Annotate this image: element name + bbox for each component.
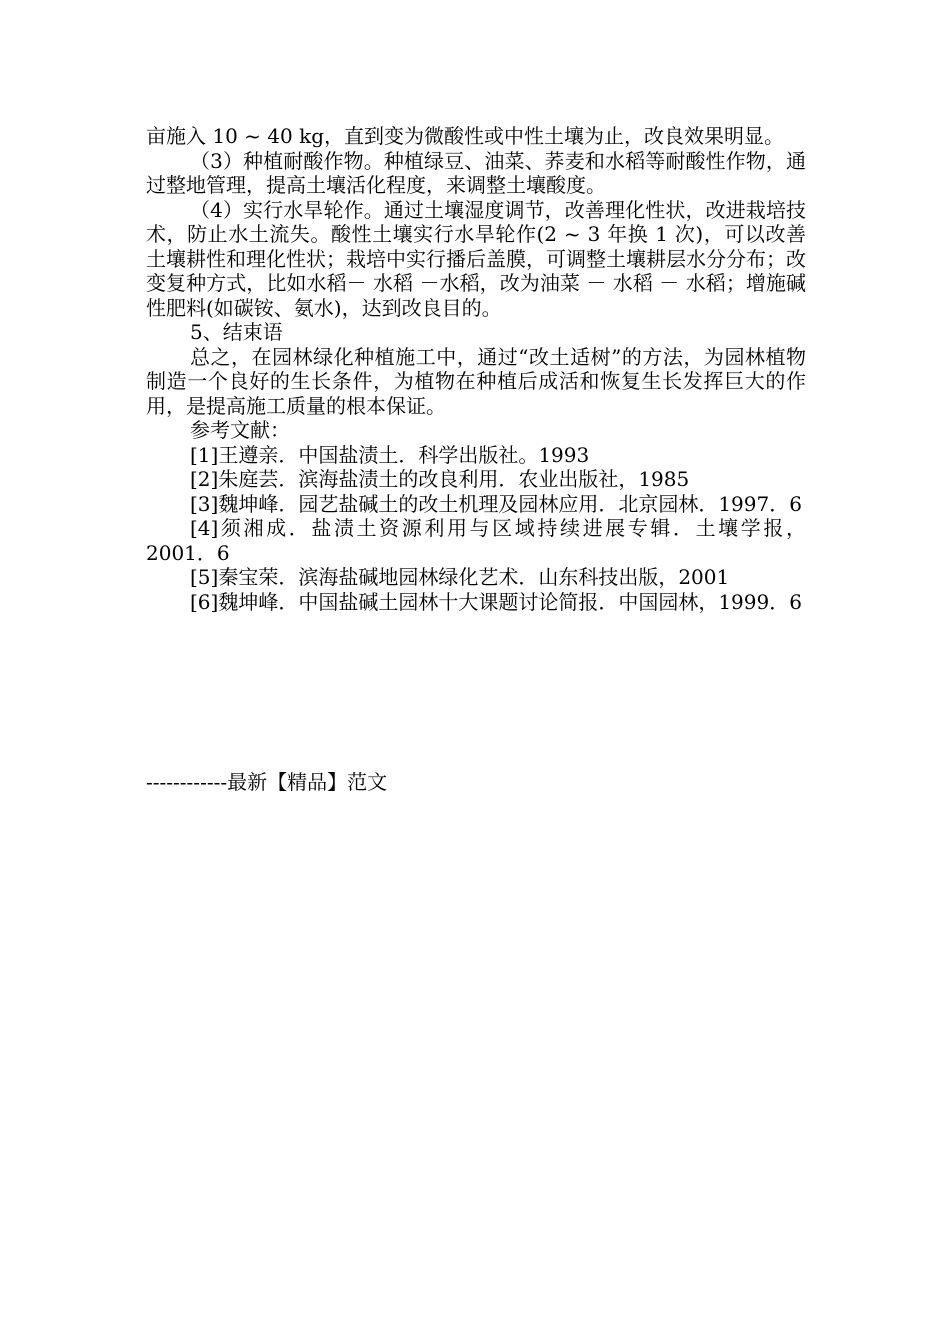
reference-item: [2]朱庭芸．滨海盐渍土的改良利用．农业出版社，1985	[190, 467, 690, 491]
body-paragraph: （3）种植耐酸作物。种植绿豆、油菜、荞麦和水稻等耐酸性作物，通过整地管理，提高土壤活化程度，来调整土壤酸度。	[146, 148, 806, 197]
body-paragraph: 总之，在园林绿化种植施工中，通过“改土适树”的方法，为园林植物制造一个良好的生长条件，为植物在种植后成活和恢复生长发挥巨大的作用，是提高施工质量的根本保证。	[146, 344, 806, 418]
document-body	[146, 124, 806, 614]
reference-item: [4]须湘成．盐渍土资源利用与区域持续进展专辑．土壤学报，2001．6	[146, 516, 806, 565]
body-paragraph: （4）实行水旱轮作。通过土壤湿度调节，改善理化性状，改进栽培技术，防止水土流失。酸性土壤实行水旱轮作(2 ~ 3 年换 1 次)，可以改善土壤耕性和理化性状；栽培中实行播后盖膜，可调整土壤耕层水分分布；改变复种方式，比如水稻－ 水稻 －水稻，改为油菜 － 水稻 － 水稻；增施碱性肥料(如碳铵、氨水)，达到改良目的。	[146, 197, 806, 320]
references-heading: 参考文献：	[190, 418, 290, 442]
section-heading: 5、结束语	[190, 320, 283, 344]
reference-item: [5]秦宝荣．滨海盐碱地园林绿化艺术．山东科技出版，2001	[190, 565, 730, 589]
footer-banner: ------------最新【精品】范文	[146, 770, 388, 794]
reference-item: [6]魏坤峰．中国盐碱土园林十大课题讨论简报．中国园林，1999．6	[190, 589, 802, 614]
body-paragraph: 亩施入 10 ~ 40 kg，直到变为微酸性或中性土壤为止，改良效果明显。	[146, 124, 785, 148]
reference-item: [1]王遵亲．中国盐渍土．科学出版社。1993	[190, 442, 590, 467]
reference-item: [3]魏坤峰．园艺盐碱土的改土机理及园林应用．北京园林．1997．6	[190, 491, 802, 516]
